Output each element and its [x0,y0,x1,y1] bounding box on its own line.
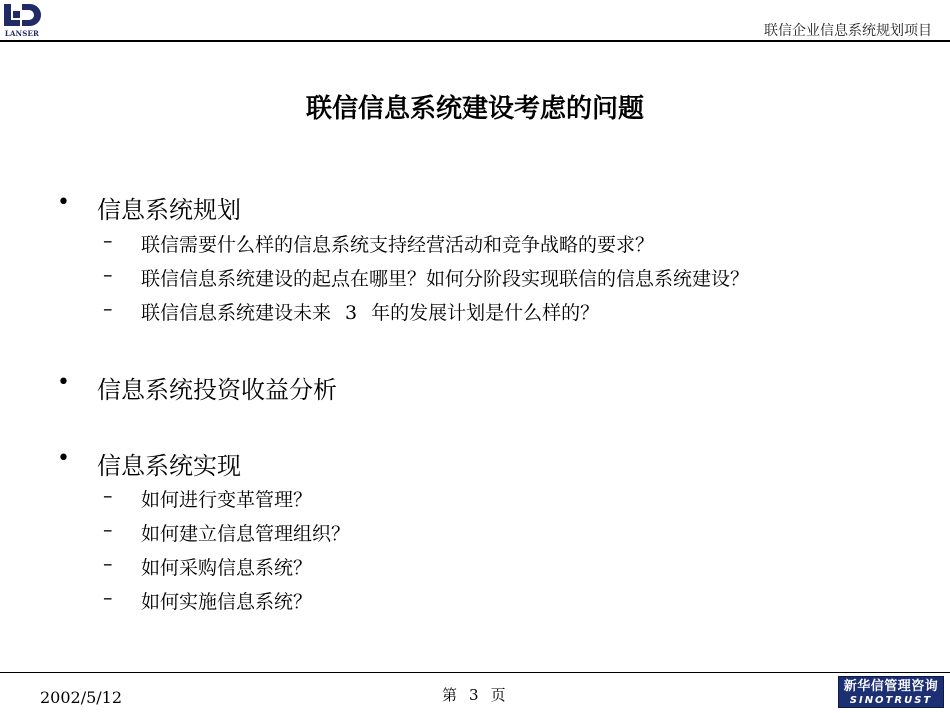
sinotrust-logo-en: SINOTRUST [849,695,933,706]
sub-text [141,298,599,325]
bullet-mark: • [57,446,70,471]
project-title: 联信企业信息系统规划项目 [764,23,932,39]
page-number [442,684,518,705]
page-prefix: 第 [442,686,458,704]
footer-date: 2002/5/12 [40,688,123,707]
page-suffix: 页 [490,686,506,704]
sub-mark: – [103,485,113,507]
bullet-text: 信息系统投资收益分析 [97,376,337,404]
sub-text: 如何建立信息管理组织？ [141,523,351,545]
sub-mark: – [103,519,113,541]
bullet-mark: • [57,370,70,395]
bullet-mark: • [57,190,70,215]
sinotrust-logo-cn: 新华信管理咨询 [843,679,939,694]
bullet-text: 信息系统实现 [97,452,241,480]
sub-text: 联信需要什么样的信息系统支持经营活动和竞争战略的要求？ [141,234,655,256]
sub-text: 如何进行变革管理？ [141,489,313,511]
header-divider [0,40,950,42]
sub-text-pre: 联信信息系统建设未来 [141,302,332,324]
logo-caption: LANSER [4,29,40,38]
sub-text-number: 3 [345,302,358,324]
sinotrust-logo [838,676,944,708]
footer-divider [0,672,950,673]
sub-text-post: 年的发展计划是什么样的？ [371,302,600,324]
slide-title: 联信信息系统建设考虑的问题 [305,94,644,124]
sub-text: 如何采购信息系统？ [141,557,313,579]
sub-mark: – [103,553,113,575]
sub-mark: – [103,230,113,252]
sub-mark: – [103,298,113,320]
sub-text: 联信信息系统建设的起点在哪里？如何分阶段实现联信的信息系统建设？ [141,268,750,290]
sub-mark: – [103,264,113,286]
sub-text: 如何实施信息系统？ [141,591,313,613]
page-number-value: 3 [469,686,479,704]
bullet-text: 信息系统规划 [97,196,241,224]
sub-mark: – [103,587,113,609]
